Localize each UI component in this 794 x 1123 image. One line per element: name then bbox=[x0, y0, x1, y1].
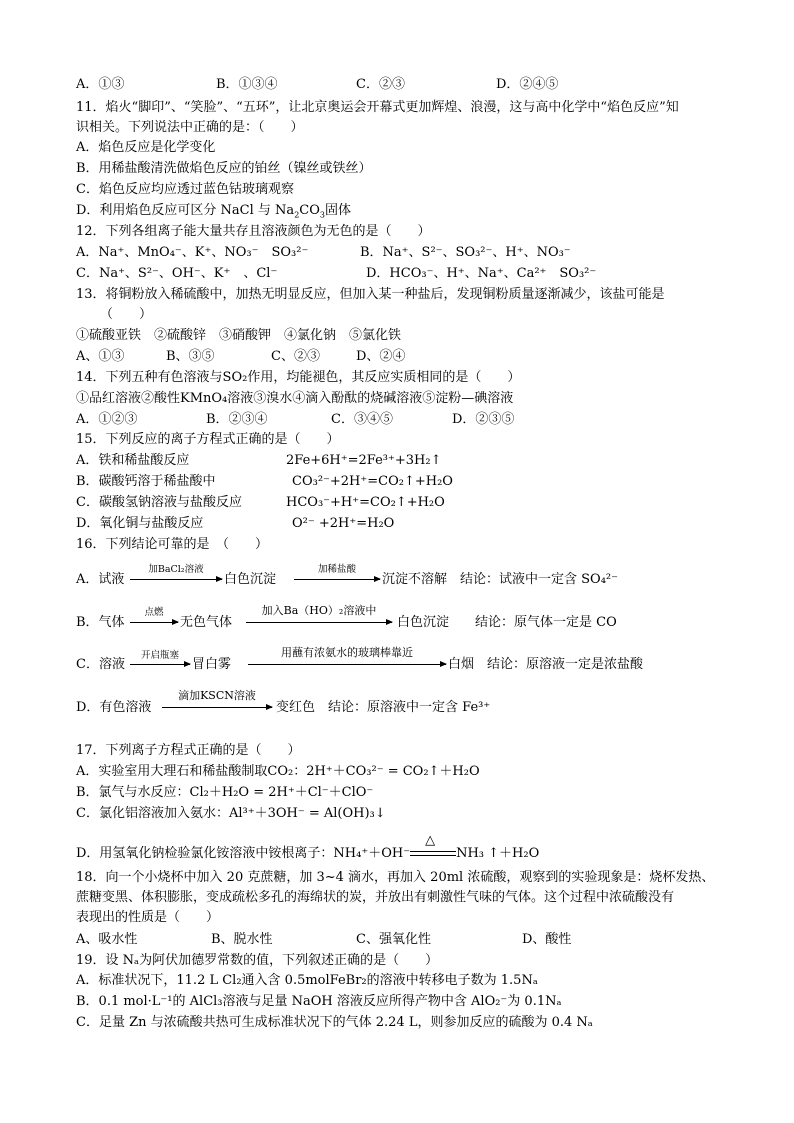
q16-c-arrow2-label: 用蘸有浓氨水的玻璃棒靠近 bbox=[281, 646, 413, 659]
triangle-icon: △ bbox=[425, 833, 436, 848]
q17-d-left: D．用氢氧化钠检验氯化铵溶液中铵根离子：NH₄⁺＋OH⁻ bbox=[76, 846, 411, 861]
q16-a-arrow1 bbox=[130, 579, 222, 580]
q13-stem: 13．将铜粉放入稀硫酸中，加热无明显反应，但加入某一种盐后，发现铜粉质量逐渐减少，该盐可能是 bbox=[76, 287, 665, 302]
q11-stem-line1: 11．焰火“脚印”、“笑脸”、“五环”，让北京奥运会开幕式更加辉煌、浪漫，这与高中化学中“焰色反应”知 bbox=[76, 100, 679, 115]
q13-option-a: A、①③ bbox=[76, 349, 125, 364]
q15-option-b-label: B．碳酸钙溶于稀盐酸中 bbox=[76, 474, 216, 489]
q19-stem: 19．设 Nₐ为阿伏加德罗常数的值，下列叙述正确的是（ ） bbox=[76, 953, 439, 968]
q17-option-a: A．实验室用大理石和稀盐酸制取CO₂：2H⁺＋CO₃²⁻ = CO₂↑＋H₂O bbox=[76, 764, 480, 779]
q16-d-arrow1-label: 滴加KSCN溶液 bbox=[178, 689, 256, 702]
q16-b-mid: 无色气体 bbox=[180, 615, 233, 630]
q18-line1: 18．向一个小烧杯中加入 20 克蔗糖，加 3~4 滴水，再加入 20ml 浓硫酸，观察到的实验现象是：烧杯发热、 bbox=[76, 870, 715, 885]
q12-stem: 12．下列各组离子能大量共存且溶液颜色为无色的是（ ） bbox=[76, 224, 431, 239]
q16-a-mid: 白色沉淀 bbox=[224, 572, 277, 587]
q13-option-d: D、②④ bbox=[356, 349, 406, 364]
q15-stem: 15．下列反应的离子方程式正确的是（ ） bbox=[76, 432, 340, 447]
q14-option-c: C．③④⑤ bbox=[331, 412, 393, 427]
q17-stem: 17．下列离子方程式正确的是（ ） bbox=[76, 743, 301, 758]
q12-option-d: D．HCO₃⁻、H⁺、Na⁺、Ca²⁺ SO₃²⁻ bbox=[366, 266, 597, 281]
equals-bar-top bbox=[410, 851, 456, 852]
q16-b-start: B．气体 bbox=[76, 615, 125, 630]
q16-d-end: 变红色 结论：原溶液中一定含 Fe³⁺ bbox=[276, 700, 491, 715]
q16-a-end: 沉淀不溶解 结论：试液中一定含 SO₄²⁻ bbox=[382, 572, 618, 587]
q17-option-c: C．氯化铝溶液加入氨水：Al³⁺＋3OH⁻ = Al(OH)₃↓ bbox=[76, 806, 386, 821]
q16-c-arrow2 bbox=[248, 664, 446, 665]
q17-option-d bbox=[76, 833, 540, 863]
q16-b-arrow2-label: 加入Ba（HO）₂溶液中 bbox=[261, 604, 377, 617]
q12-option-b: B．Na⁺、S²⁻、SO₃²⁻、H⁺、NO₃⁻ bbox=[360, 245, 571, 260]
q10-option-c: C．②③ bbox=[356, 77, 405, 92]
q14-option-b: B．②③④ bbox=[206, 412, 268, 427]
q13-answer-paren: （ ） bbox=[100, 307, 153, 322]
q11-option-d: D．利用焰色反应可区分 NaCl 与 $Na_2CO_3$固体 bbox=[76, 203, 351, 220]
q17-d-heat-sign bbox=[410, 833, 456, 863]
q16-b-arrow2 bbox=[246, 622, 392, 623]
q16-a-start: A．试液 bbox=[76, 572, 125, 587]
q15-option-d-label: D．氧化铜与盐酸反应 bbox=[76, 516, 204, 531]
q18-option-d: D、酸性 bbox=[522, 932, 572, 947]
q16-d-start: D．有色溶液 bbox=[76, 700, 152, 715]
q16-c-mid: 冒白雾 bbox=[192, 657, 232, 672]
q15-option-b-equation: CO₃²⁻+2H⁺=CO₂↑+H₂O bbox=[292, 474, 453, 489]
q13-option-b: B、③⑤ bbox=[166, 349, 215, 364]
q17-option-b: B．氯气与水反应：Cl₂＋H₂O = 2H⁺＋Cl⁻＋ClO⁻ bbox=[76, 785, 374, 800]
q11-stem-line2: 识相关。下列说法中正确的是：（ ） bbox=[76, 120, 304, 135]
q11-option-c: C．焰色反应均应透过蓝色钴玻璃观察 bbox=[76, 182, 294, 197]
q13-items: ①硫酸亚铁 ②硫酸锌 ③硝酸钾 ④氯化钠 ⑤氯化铁 bbox=[76, 328, 402, 343]
q18-line3: 表现出的性质是（ ） bbox=[76, 910, 220, 925]
q11-option-a: A．焰色反应是化学变化 bbox=[76, 140, 216, 155]
q16-c-start: C．溶液 bbox=[76, 657, 125, 672]
q11-option-b: B．用稀盐酸清洗做焰色反应的铂丝（镍丝或铁丝） bbox=[76, 161, 372, 176]
q14-option-a: A．①②③ bbox=[76, 412, 138, 427]
q16-c-arrow1-label: 开启瓶塞 bbox=[140, 650, 179, 661]
q16-c-end: 白烟 结论：原溶液一定是浓盐酸 bbox=[448, 657, 644, 672]
equals-bar-bottom bbox=[410, 855, 456, 856]
q16-a-arrow1-label: 加BaCl₂溶液 bbox=[148, 564, 204, 575]
q14-items: ①品红溶液②酸性KMnO₄溶液③溴水④滴入酚酞的烧碱溶液⑤淀粉—碘溶液 bbox=[76, 391, 514, 406]
q16-c-arrow1 bbox=[130, 664, 190, 665]
q12-option-c: C．Na⁺、S²⁻、OH⁻、K⁺ 、Cl⁻ bbox=[76, 266, 278, 281]
q13-option-c: C、②③ bbox=[271, 349, 320, 364]
q15-option-c-label: C．碳酸氢钠溶液与盐酸反应 bbox=[76, 495, 242, 510]
q19-option-b: B．0.1 mol·L⁻¹的 AlCl₃溶液与足量 NaOH 溶液反应所得产物中含 AlO₂⁻为 0.1Nₐ bbox=[76, 994, 562, 1009]
q15-option-c-equation: HCO₃⁻+H⁺=CO₂↑+H₂O bbox=[286, 495, 445, 510]
q10-option-a: A．①③ bbox=[76, 77, 125, 92]
q16-stem: 16．下列结论可靠的是 （ ） bbox=[76, 537, 269, 552]
q15-option-a-label: A．铁和稀盐酸反应 bbox=[76, 453, 190, 468]
q16-a-arrow2-label: 加稀盐酸 bbox=[317, 564, 356, 575]
q19-option-a: A．标准状况下，11.2 L Cl₂通入含 0.5molFeBr₂的溶液中转移电子数为 1.5Nₐ bbox=[76, 973, 538, 988]
q18-option-b: B、脱水性 bbox=[211, 932, 273, 947]
q15-option-a-equation: 2Fe+6H⁺=2Fe³⁺+3H₂↑ bbox=[286, 453, 442, 468]
q17-d-right: NH₃ ↑＋H₂O bbox=[456, 846, 540, 861]
q15-option-d-equation: O²⁻ +2H⁺=H₂O bbox=[292, 516, 395, 531]
q14-stem: 14．下列五种有色溶液与SO₂作用，均能褪色，其反应实质相同的是（ ） bbox=[76, 370, 521, 385]
q12-option-a: A．Na⁺、MnO₄⁻、K⁺、NO₃⁻ SO₃²⁻ bbox=[76, 245, 309, 260]
q18-line2: 蔗糖变黑、体积膨胀，变成疏松多孔的海绵状的炭，并放出有刺激性气味的气体。这个过程中浓硫酸没有 bbox=[76, 890, 675, 905]
q10-option-d: D．②④⑤ bbox=[496, 77, 559, 92]
q16-b-arrow1 bbox=[130, 622, 178, 623]
q18-option-a: A、吸水性 bbox=[76, 932, 138, 947]
q16-d-arrow1 bbox=[162, 707, 272, 708]
q18-option-c: C、强氧化性 bbox=[356, 932, 431, 947]
q16-a-arrow2 bbox=[294, 579, 380, 580]
q10-option-b: B．①③④ bbox=[216, 77, 278, 92]
q19-option-c: C．足量 Zn 与浓硫酸共热可生成标准状况下的气体 2.24 L，则参加反应的硫酸为 0.4 Nₐ bbox=[76, 1015, 593, 1030]
q14-option-d: D．②③⑤ bbox=[452, 412, 515, 427]
q16-b-arrow1-label: 点燃 bbox=[144, 607, 164, 618]
q16-b-end: 白色沉淀 结论：原气体一定是 CO bbox=[397, 615, 617, 630]
